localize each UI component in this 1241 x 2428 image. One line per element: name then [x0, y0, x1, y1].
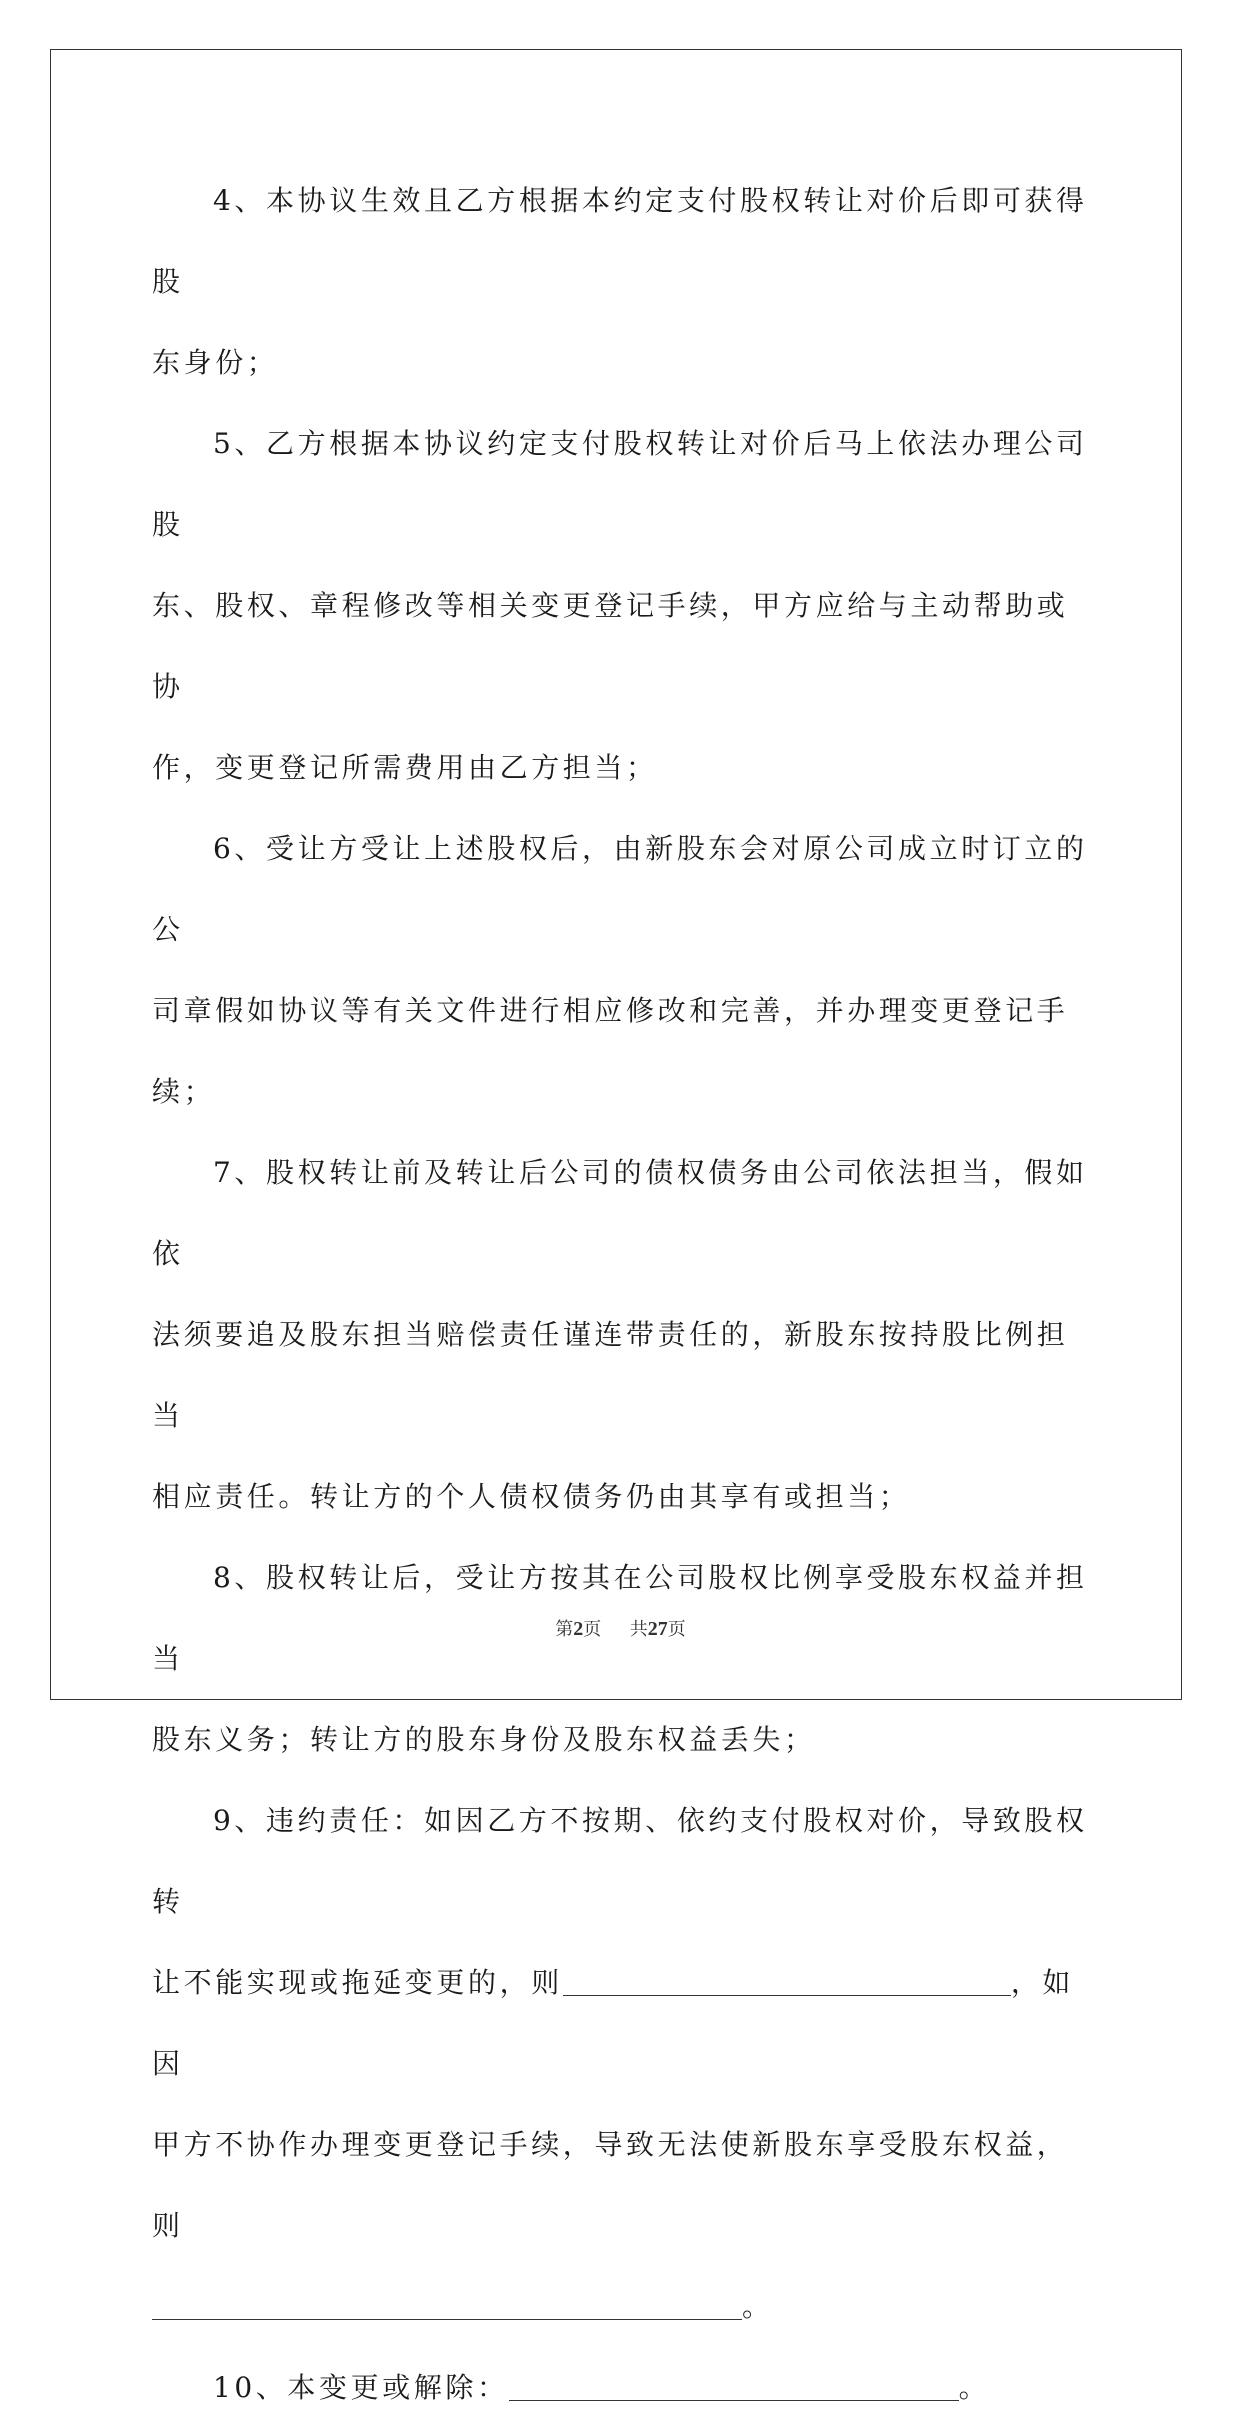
paragraph-5-line-3: 作，变更登记所需费用由乙方担当；: [152, 751, 658, 784]
document-body: [152, 160, 1092, 2428]
paragraph-6: [152, 808, 1092, 1132]
paragraph-5-line-2: 东、股权、章程修改等相关变更登记手续，甲方应给与主动帮助或协: [152, 589, 1069, 703]
paragraph-10-suffix: 。: [958, 2371, 991, 2404]
page-footer: [0, 1615, 1241, 1641]
paragraph-9-line-4-suffix: 。: [742, 2290, 774, 2323]
paragraph-6-line-2: 司章假如协议等有关文件进行相应修改和完善，并办理变更登记手续；: [152, 994, 1069, 1108]
paragraph-9-line-2-prefix: 让不能实现或拖延变更的，则: [152, 1966, 563, 1999]
paragraph-9: [152, 1780, 1092, 2347]
paragraph-5: [152, 403, 1092, 808]
blank-field-cooperation-penalty[interactable]: [152, 2293, 742, 2320]
paragraph-9-line-1: 9、违约责任：如因乙方不按期、依约支付股权对价，导致股权转: [152, 1804, 1088, 1918]
footer-page-suffix: 页: [583, 1619, 602, 1640]
footer-page-number: 2: [573, 1618, 584, 1640]
paragraph-8: [152, 1537, 1092, 1780]
paragraph-7-line-1: 7、股权转让前及转让后公司的债权债务由公司依法担当，假如依: [152, 1156, 1088, 1270]
footer-total-prefix: 共: [629, 1619, 648, 1640]
blank-field-delay-penalty[interactable]: [563, 1969, 1011, 1996]
blank-field-change-or-termination[interactable]: [509, 2374, 959, 2401]
paragraph-4: [152, 160, 1092, 403]
paragraph-7: [152, 1132, 1092, 1537]
paragraph-10-prefix: 10、本变更或解除：: [213, 2371, 509, 2404]
paragraph-6-line-1: 6、受让方受让上述股权后，由新股东会对原公司成立时订立的公: [152, 832, 1088, 946]
footer-total-pages: 27: [647, 1618, 668, 1640]
paragraph-4-line-2: 东身份；: [152, 346, 279, 379]
paragraph-9-line-3: 甲方不协作办理变更登记手续，导致无法使新股东享受股东权益，则: [152, 2128, 1069, 2242]
footer-page-prefix: 第: [555, 1619, 574, 1640]
paragraph-4-line-1: 4、本协议生效且乙方根据本约定支付股权转让对价后即可获得股: [152, 184, 1088, 298]
paragraph-7-line-3: 相应责任。转让方的个人债权债务仍由其享有或担当；: [152, 1480, 911, 1513]
paragraph-8-line-2: 股东义务；转让方的股东身份及股东权益丢失；: [152, 1723, 816, 1756]
paragraph-7-line-2: 法须要追及股东担当赔偿责任谨连带责任的，新股东按持股比例担当: [152, 1318, 1069, 1432]
paragraph-8-line-1: 8、股权转让后，受让方按其在公司股权比例享受股东权益并担当: [152, 1561, 1088, 1675]
paragraph-10: [152, 2347, 1092, 2428]
paragraph-5-line-1: 5、乙方根据本协议约定支付股权转让对价后马上依法办理公司股: [152, 427, 1088, 541]
paragraph-9-line-2-suffix: ，如因: [152, 1966, 1075, 2080]
footer-total-suffix: 页: [667, 1619, 686, 1640]
